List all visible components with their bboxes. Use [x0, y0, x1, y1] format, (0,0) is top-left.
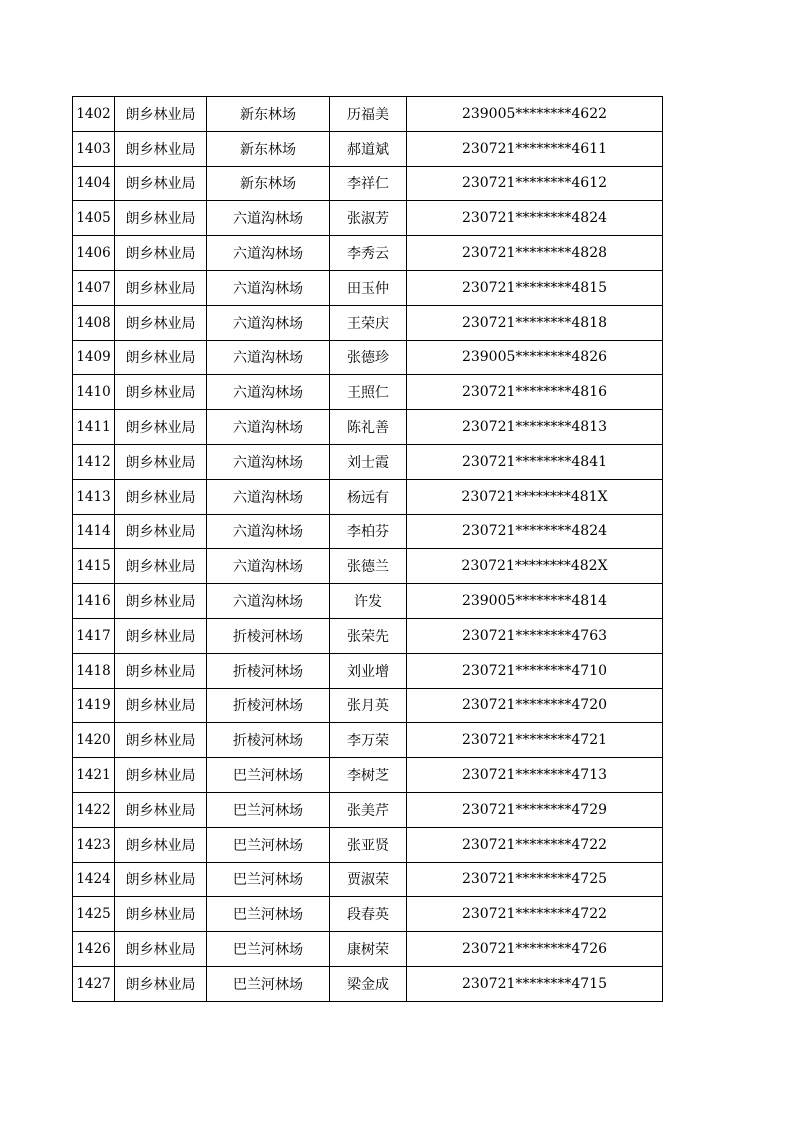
forest-farm-cell: 新东林场 [207, 131, 330, 166]
forest-farm-cell: 六道沟林场 [207, 549, 330, 584]
forest-farm-cell: 折棱河林场 [207, 618, 330, 653]
table-row [73, 897, 663, 932]
table-row [73, 166, 663, 201]
person-name-cell: 李祥仁 [330, 166, 407, 201]
id-number-cell: 230721********4721 [407, 723, 663, 758]
forest-farm-cell: 巴兰河林场 [207, 897, 330, 932]
person-name-cell: 李柏芬 [330, 514, 407, 549]
table-row [73, 201, 663, 236]
table-row [73, 305, 663, 340]
table-row [73, 932, 663, 967]
forest-farm-cell: 六道沟林场 [207, 584, 330, 619]
forest-farm-cell: 六道沟林场 [207, 201, 330, 236]
row-number-cell: 1420 [73, 723, 115, 758]
bureau-cell: 朗乡林业局 [115, 549, 207, 584]
person-name-cell: 张月英 [330, 688, 407, 723]
forest-farm-cell: 六道沟林场 [207, 444, 330, 479]
table-row [73, 862, 663, 897]
row-number-cell: 1417 [73, 618, 115, 653]
row-number-cell: 1427 [73, 966, 115, 1001]
forest-farm-cell: 六道沟林场 [207, 270, 330, 305]
id-number-cell: 230721********4815 [407, 270, 663, 305]
table-row [73, 340, 663, 375]
table-row [73, 131, 663, 166]
person-name-cell: 李树芝 [330, 758, 407, 793]
id-number-cell: 230721********4729 [407, 792, 663, 827]
person-name-cell: 张德珍 [330, 340, 407, 375]
bureau-cell: 朗乡林业局 [115, 688, 207, 723]
table-row [73, 758, 663, 793]
forest-farm-cell: 六道沟林场 [207, 305, 330, 340]
id-number-cell: 230721********4828 [407, 236, 663, 271]
id-number-cell: 230721********4824 [407, 514, 663, 549]
row-number-cell: 1422 [73, 792, 115, 827]
person-name-cell: 梁金成 [330, 966, 407, 1001]
person-name-cell: 康树荣 [330, 932, 407, 967]
row-number-cell: 1416 [73, 584, 115, 619]
row-number-cell: 1410 [73, 375, 115, 410]
person-name-cell: 王照仁 [330, 375, 407, 410]
bureau-cell: 朗乡林业局 [115, 792, 207, 827]
person-name-cell: 杨远有 [330, 479, 407, 514]
forest-farm-cell: 六道沟林场 [207, 375, 330, 410]
forest-farm-cell: 折棱河林场 [207, 688, 330, 723]
bureau-cell: 朗乡林业局 [115, 758, 207, 793]
bureau-cell: 朗乡林业局 [115, 932, 207, 967]
bureau-cell: 朗乡林业局 [115, 479, 207, 514]
row-number-cell: 1425 [73, 897, 115, 932]
id-number-cell: 230721********4816 [407, 375, 663, 410]
id-number-cell: 230721********4710 [407, 653, 663, 688]
table-row [73, 618, 663, 653]
bureau-cell: 朗乡林业局 [115, 236, 207, 271]
table-row [73, 375, 663, 410]
id-number-cell: 239005********4622 [407, 97, 663, 132]
id-number-cell: 230721********4824 [407, 201, 663, 236]
row-number-cell: 1423 [73, 827, 115, 862]
bureau-cell: 朗乡林业局 [115, 897, 207, 932]
bureau-cell: 朗乡林业局 [115, 97, 207, 132]
row-number-cell: 1404 [73, 166, 115, 201]
table-row [73, 444, 663, 479]
id-number-cell: 230721********4722 [407, 827, 663, 862]
person-name-cell: 刘士霞 [330, 444, 407, 479]
person-name-cell: 张德兰 [330, 549, 407, 584]
table-row [73, 723, 663, 758]
person-name-cell: 郝道斌 [330, 131, 407, 166]
row-number-cell: 1418 [73, 653, 115, 688]
row-number-cell: 1413 [73, 479, 115, 514]
row-number-cell: 1421 [73, 758, 115, 793]
forest-farm-cell: 六道沟林场 [207, 236, 330, 271]
bureau-cell: 朗乡林业局 [115, 514, 207, 549]
id-number-cell: 230721********4611 [407, 131, 663, 166]
bureau-cell: 朗乡林业局 [115, 166, 207, 201]
roster-body [73, 97, 663, 1002]
row-number-cell: 1406 [73, 236, 115, 271]
forest-farm-cell: 六道沟林场 [207, 514, 330, 549]
table-row [73, 966, 663, 1001]
row-number-cell: 1407 [73, 270, 115, 305]
id-number-cell: 230721********482X [407, 549, 663, 584]
table-row [73, 270, 663, 305]
person-name-cell: 段春英 [330, 897, 407, 932]
forest-farm-cell: 六道沟林场 [207, 410, 330, 445]
id-number-cell: 230721********4725 [407, 862, 663, 897]
id-number-cell: 230721********4713 [407, 758, 663, 793]
bureau-cell: 朗乡林业局 [115, 827, 207, 862]
person-name-cell: 王荣庆 [330, 305, 407, 340]
person-name-cell: 历福美 [330, 97, 407, 132]
id-number-cell: 239005********4814 [407, 584, 663, 619]
person-name-cell: 李万荣 [330, 723, 407, 758]
forest-farm-cell: 巴兰河林场 [207, 758, 330, 793]
row-number-cell: 1411 [73, 410, 115, 445]
row-number-cell: 1409 [73, 340, 115, 375]
bureau-cell: 朗乡林业局 [115, 305, 207, 340]
id-number-cell: 230721********4763 [407, 618, 663, 653]
id-number-cell: 230721********4813 [407, 410, 663, 445]
person-name-cell: 田玉仲 [330, 270, 407, 305]
id-number-cell: 230721********4612 [407, 166, 663, 201]
forest-farm-cell: 六道沟林场 [207, 340, 330, 375]
table-row [73, 549, 663, 584]
row-number-cell: 1408 [73, 305, 115, 340]
person-name-cell: 张亚贤 [330, 827, 407, 862]
table-row [73, 653, 663, 688]
forest-farm-cell: 巴兰河林场 [207, 827, 330, 862]
person-name-cell: 许发 [330, 584, 407, 619]
person-name-cell: 陈礼善 [330, 410, 407, 445]
table-row [73, 584, 663, 619]
bureau-cell: 朗乡林业局 [115, 410, 207, 445]
table-row [73, 236, 663, 271]
bureau-cell: 朗乡林业局 [115, 131, 207, 166]
bureau-cell: 朗乡林业局 [115, 653, 207, 688]
table-row [73, 479, 663, 514]
table-row [73, 792, 663, 827]
forest-farm-cell: 巴兰河林场 [207, 932, 330, 967]
row-number-cell: 1405 [73, 201, 115, 236]
id-number-cell: 230721********4726 [407, 932, 663, 967]
forest-farm-cell: 巴兰河林场 [207, 862, 330, 897]
bureau-cell: 朗乡林业局 [115, 966, 207, 1001]
row-number-cell: 1419 [73, 688, 115, 723]
table-row [73, 688, 663, 723]
bureau-cell: 朗乡林业局 [115, 270, 207, 305]
person-name-cell: 刘业增 [330, 653, 407, 688]
id-number-cell: 230721********4818 [407, 305, 663, 340]
bureau-cell: 朗乡林业局 [115, 584, 207, 619]
id-number-cell: 230721********481X [407, 479, 663, 514]
id-number-cell: 239005********4826 [407, 340, 663, 375]
forest-farm-cell: 新东林场 [207, 97, 330, 132]
roster-table [72, 96, 663, 1002]
row-number-cell: 1403 [73, 131, 115, 166]
forest-farm-cell: 折棱河林场 [207, 653, 330, 688]
row-number-cell: 1414 [73, 514, 115, 549]
forest-farm-cell: 巴兰河林场 [207, 792, 330, 827]
id-number-cell: 230721********4720 [407, 688, 663, 723]
forest-farm-cell: 折棱河林场 [207, 723, 330, 758]
row-number-cell: 1426 [73, 932, 115, 967]
table-row [73, 514, 663, 549]
bureau-cell: 朗乡林业局 [115, 375, 207, 410]
bureau-cell: 朗乡林业局 [115, 201, 207, 236]
id-number-cell: 230721********4722 [407, 897, 663, 932]
bureau-cell: 朗乡林业局 [115, 444, 207, 479]
forest-farm-cell: 新东林场 [207, 166, 330, 201]
person-name-cell: 张荣先 [330, 618, 407, 653]
row-number-cell: 1402 [73, 97, 115, 132]
bureau-cell: 朗乡林业局 [115, 723, 207, 758]
bureau-cell: 朗乡林业局 [115, 340, 207, 375]
person-name-cell: 张淑芳 [330, 201, 407, 236]
table-row [73, 97, 663, 132]
row-number-cell: 1412 [73, 444, 115, 479]
person-name-cell: 张美芹 [330, 792, 407, 827]
table-row [73, 410, 663, 445]
row-number-cell: 1415 [73, 549, 115, 584]
id-number-cell: 230721********4841 [407, 444, 663, 479]
bureau-cell: 朗乡林业局 [115, 618, 207, 653]
forest-farm-cell: 巴兰河林场 [207, 966, 330, 1001]
forest-farm-cell: 六道沟林场 [207, 479, 330, 514]
person-name-cell: 李秀云 [330, 236, 407, 271]
row-number-cell: 1424 [73, 862, 115, 897]
id-number-cell: 230721********4715 [407, 966, 663, 1001]
table-row [73, 827, 663, 862]
bureau-cell: 朗乡林业局 [115, 862, 207, 897]
person-name-cell: 贾淑荣 [330, 862, 407, 897]
